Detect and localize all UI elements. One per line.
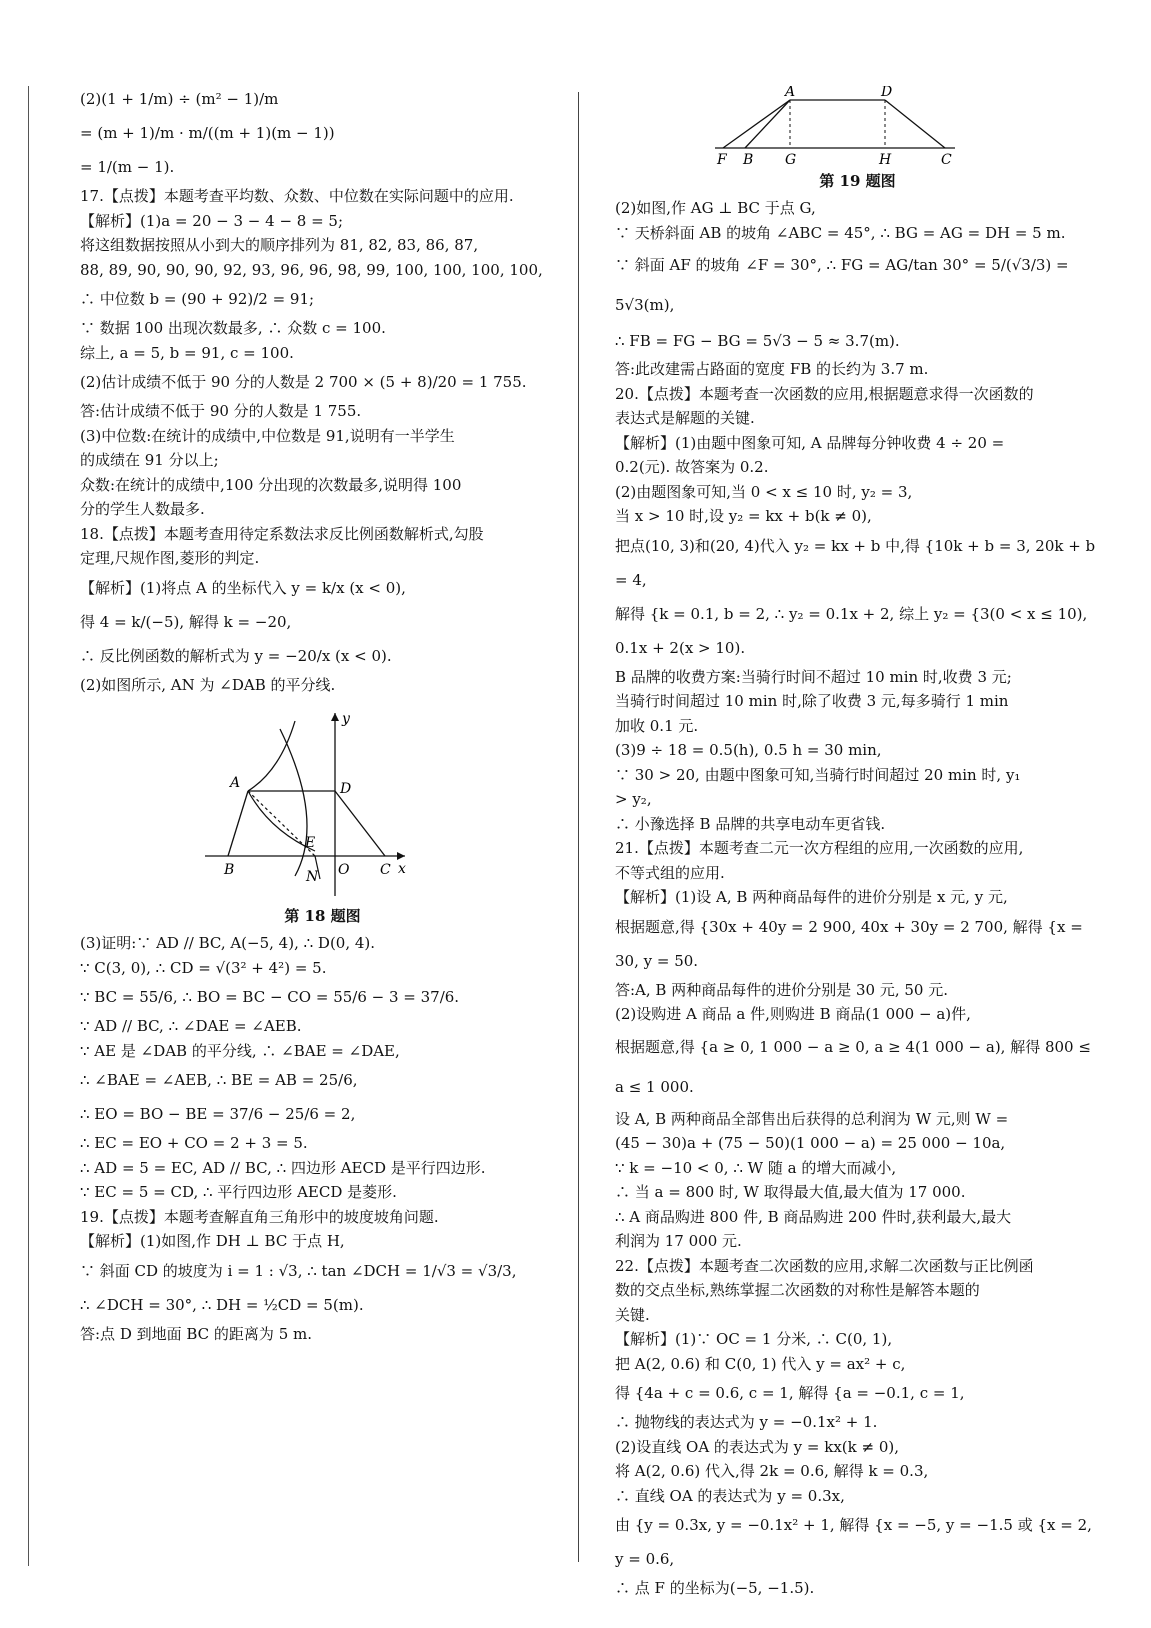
label-d: D	[881, 86, 893, 100]
text-line: B 品牌的收费方案:当骑行时间不超过 10 min 时,收费 3 元;	[615, 667, 1012, 686]
segment-dc	[335, 791, 385, 856]
text-line: ∴ 中位数 b = (90 + 92)/2 = 91;	[80, 290, 315, 308]
text-line: (2)估计成绩不低于 90 分的人数是 2 700 × (5 + 8)/20 = 1 755.	[80, 373, 527, 391]
text-line: 将 A(2, 0.6) 代入,得 2k = 0.6, 解得 k = 0.3,	[615, 1462, 929, 1480]
text-line: ∴ 当 a = 800 时, W 取得最大值,最大值为 17 000.	[615, 1183, 966, 1201]
y-axis-arrow	[331, 713, 339, 721]
text-line: (2)(1 + 1/m) ÷ (m² − 1)/m	[80, 90, 279, 108]
x-axis-arrow	[397, 852, 405, 860]
text-line: (3)9 ÷ 18 = 0.5(h), 0.5 h = 30 min,	[615, 741, 882, 759]
text-line: ∴ EC = EO + CO = 2 + 3 = 5.	[80, 1134, 308, 1152]
text-line: 17.【点拨】本题考查平均数、众数、中位数在实际问题中的应用.	[80, 187, 514, 205]
text-line: 综上, a = 5, b = 91, c = 100.	[80, 343, 294, 362]
text-line: (3)中位数:在统计的成绩中,中位数是 91,说明有一半学生	[80, 426, 455, 445]
text-line: ∵ 斜面 CD 的坡度为 i = 1 : √3, ∴ tan ∠DCH = 1/√3 = √3/3,	[80, 1261, 517, 1280]
text-line: 【解析】(1)设 A, B 两种商品每件的进价分别是 x 元, y 元,	[615, 888, 1008, 906]
left-column	[80, 82, 565, 1346]
text-line: ∴ 小豫选择 B 品牌的共享电动车更省钱.	[615, 814, 886, 833]
figure-18-diagram	[80, 701, 565, 901]
figure-19-diagram	[615, 86, 1100, 166]
text-line: = (m + 1)/m · m/((m + 1)(m − 1))	[80, 124, 335, 142]
text-line: 把点(10, 3)和(20, 4)代入 y₂ = kx + b 中,得 {10k + b = 3, 20k + b = 4,	[615, 536, 1100, 589]
text-line: ∵ BC = 55/6, ∴ BO = BC − CO = 55/6 − 3 = 37/6.	[80, 988, 460, 1006]
segment-ab	[228, 791, 248, 856]
text-line: 不等式组的应用.	[615, 863, 725, 882]
margin-rule	[28, 86, 29, 1566]
text-line: 把 A(2, 0.6) 和 C(0, 1) 代入 y = ax² + c,	[615, 1354, 906, 1373]
label-c: C	[380, 862, 391, 878]
text-line: 当 x > 10 时,设 y₂ = kx + b(k ≠ 0),	[615, 507, 872, 525]
figure-18-caption: 第 18 题图	[284, 907, 361, 925]
text-line: 根据题意,得 {a ≥ 0, 1 000 − a ≥ 0, a ≥ 4(1 000 − a), 解得 800 ≤ a ≤ 1 000.	[615, 1037, 1096, 1096]
text-line: > y₂,	[615, 790, 652, 808]
text-line: ∵ C(3, 0), ∴ CD = √(3² + 4²) = 5.	[80, 958, 327, 977]
figure-19-caption: 第 19 题图	[819, 172, 896, 190]
text-line: ∵ k = −10 < 0, ∴ W 随 a 的增大而减小,	[615, 1158, 897, 1177]
text-line: ∵ AD // BC, ∴ ∠DAE = ∠AEB.	[80, 1017, 302, 1035]
text-line: 22.【点拨】本题考查二次函数的应用,求解二次函数与正比例函	[615, 1256, 1034, 1275]
text-line: (2)设直线 OA 的表达式为 y = kx(k ≠ 0),	[615, 1437, 900, 1456]
text-line: 定理,尺规作图,菱形的判定.	[80, 549, 260, 567]
text-line: 当骑行时间超过 10 min 时,除了收费 3 元,每多骑行 1 min	[615, 692, 1009, 710]
text-line: 答:估计成绩不低于 90 分的人数是 1 755.	[80, 402, 362, 420]
text-line: 【解析】(1)由题中图象可知, A 品牌每分钟收费 4 ÷ 20 =	[615, 433, 1005, 452]
column-divider	[578, 92, 579, 1562]
text-line: ∴ ∠BAE = ∠AEB, ∴ BE = AB = 25/6,	[80, 1071, 358, 1089]
label-a: A	[785, 86, 796, 100]
text-line: ∴ 点 F 的坐标为(−5, −1.5).	[615, 1579, 815, 1597]
text-line: ∴ AD = 5 = EC, AD // BC, ∴ 四边形 AECD 是平行四边形.	[80, 1158, 486, 1177]
text-line: ∵ 数据 100 出现次数最多, ∴ 众数 c = 100.	[80, 319, 386, 337]
text-line: ∴ 反比例函数的解析式为 y = −20/x (x < 0).	[80, 646, 392, 665]
text-line: 【解析】(1)a = 20 − 3 − 4 − 8 = 5;	[80, 211, 344, 230]
text-line: ∵ 30 > 20, 由题中图象可知,当骑行时间超过 20 min 时, y₁	[615, 765, 1021, 784]
text-line: 分的学生人数最多.	[80, 500, 205, 518]
label-b: B	[224, 862, 235, 878]
text-line: ∴ 直线 OA 的表达式为 y = 0.3x,	[615, 1486, 845, 1505]
text-line: 数的交点坐标,熟练掌握二次函数的对称性是解答本题的	[615, 1281, 980, 1299]
text-line: (45 − 30)a + (75 − 50)(1 000 − a) = 25 000 − 10a,	[615, 1134, 1006, 1152]
text-line: 众数:在统计的成绩中,100 分出现的次数最多,说明得 100	[80, 475, 462, 494]
text-line: ∵ 斜面 AF 的坡角 ∠F = 30°, ∴ FG = AG/tan 30° = 5/(√3/3) = 5√3(m),	[615, 256, 1074, 314]
text-line: 的成绩在 91 分以上;	[80, 451, 219, 469]
hyperbola-curve	[248, 721, 295, 791]
text-line: 设 A, B 两种商品全部售出后获得的总利润为 W 元,则 W =	[615, 1109, 1009, 1128]
compass-arc	[280, 729, 307, 876]
right-column	[615, 82, 1100, 1601]
slope-ab	[745, 100, 790, 148]
text-line: 解得 {k = 0.1, b = 2, ∴ y₂ = 0.1x + 2, 综上 y₂ = {3(0 < x ≤ 10), 0.1x + 2(x > 10).	[615, 604, 1093, 657]
text-line: (2)由题图象可知,当 0 < x ≤ 10 时, y₂ = 3,	[615, 482, 913, 501]
text-line: (2)设购进 A 商品 a 件,则购进 B 商品(1 000 − a)件,	[615, 1005, 971, 1023]
text-line: 根据题意,得 {30x + 40y = 2 900, 40x + 30y = 2 700, 解得 {x = 30, y = 50.	[615, 917, 1088, 970]
label-g: G	[785, 152, 797, 166]
text-line: ∴ FB = FG − BG = 5√3 − 5 ≈ 3.7(m).	[615, 332, 900, 350]
label-b: B	[743, 152, 754, 166]
text-line: 得 {4a + c = 0.6, c = 1, 解得 {a = −0.1, c = 1,	[615, 1384, 965, 1402]
text-line: 20.【点拨】本题考查一次函数的应用,根据题意求得一次函数的	[615, 384, 1034, 403]
label-d: D	[340, 781, 352, 797]
text-line: ∴ ∠DCH = 30°, ∴ DH = ½CD = 5(m).	[80, 1295, 364, 1314]
slope-af	[723, 100, 790, 148]
text-line: 88, 89, 90, 90, 90, 92, 93, 96, 96, 98, 99, 100, 100, 100, 100,	[80, 260, 543, 279]
text-line: 表达式是解题的关键.	[615, 409, 755, 427]
text-line: (2)如图,作 AG ⊥ BC 于点 G,	[615, 199, 816, 217]
text-line: 21.【点拨】本题考查二元一次方程组的应用,一次函数的应用,	[615, 839, 1024, 857]
text-line: 18.【点拨】本题考查用待定系数法求反比例函数解析式,勾股	[80, 524, 484, 543]
text-line: (2)如图所示, AN 为 ∠DAB 的平分线.	[80, 675, 336, 694]
label-a: A	[230, 775, 241, 791]
label-h: H	[879, 152, 892, 166]
label-e: E	[305, 835, 316, 851]
text-line: 利润为 17 000 元.	[615, 1232, 742, 1250]
text-line: ∵ 天桥斜面 AB 的坡角 ∠ABC = 45°, ∴ BG = AG = DH = 5 m.	[615, 223, 1066, 242]
text-line: 【解析】(1)将点 A 的坐标代入 y = k/x (x < 0),	[80, 578, 406, 597]
text-line: 【解析】(1)如图,作 DH ⊥ BC 于点 H,	[80, 1232, 345, 1250]
text-line: ∴ A 商品购进 800 件, B 商品购进 200 件时,获利最大,最大	[615, 1207, 1012, 1226]
text-line: 答:A, B 两种商品每件的进价分别是 30 元, 50 元.	[615, 980, 948, 999]
text-line: (3)证明:∵ AD // BC, A(−5, 4), ∴ D(0, 4).	[80, 934, 376, 952]
text-line: ∴ EO = BO − BE = 37/6 − 25/6 = 2,	[80, 1105, 356, 1123]
text-line: ∴ 抛物线的表达式为 y = −0.1x² + 1.	[615, 1413, 878, 1431]
text-line: 答:点 D 到地面 BC 的距离为 5 m.	[80, 1324, 313, 1343]
label-c: C	[941, 152, 952, 166]
label-n: N	[306, 869, 319, 885]
label-f: F	[717, 152, 727, 166]
text-line: 加收 0.1 元.	[615, 716, 699, 735]
label-y: y	[342, 711, 350, 727]
text-line: ∵ EC = 5 = CD, ∴ 平行四边形 AECD 是菱形.	[80, 1183, 397, 1201]
text-line: 关键.	[615, 1305, 650, 1324]
figure-18	[80, 701, 565, 927]
text-line: 【解析】(1)∵ OC = 1 分米, ∴ C(0, 1),	[615, 1330, 893, 1348]
text-line: 0.2(元). 故答案为 0.2.	[615, 458, 769, 476]
text-line: 答:此改建需占路面的宽度 FB 的长约为 3.7 m.	[615, 360, 929, 378]
text-line: 得 4 = k/(−5), 解得 k = −20,	[80, 612, 292, 631]
label-o: O	[338, 862, 350, 878]
label-x: x	[398, 861, 406, 877]
slope-dc	[885, 100, 945, 148]
text-line: 由 {y = 0.3x, y = −0.1x² + 1, 解得 {x = −5, y = −1.5 或 {x = 2, y = 0.6,	[615, 1516, 1097, 1568]
text-line: = 1/(m − 1).	[80, 158, 175, 176]
text-line: 将这组数据按照从小到大的顺序排列为 81, 82, 83, 86, 87,	[80, 236, 479, 254]
text-line: ∵ AE 是 ∠DAB 的平分线, ∴ ∠BAE = ∠DAE,	[80, 1041, 400, 1060]
text-line: 19.【点拨】本题考查解直角三角形中的坡度坡角问题.	[80, 1207, 439, 1226]
figure-19	[615, 86, 1100, 192]
